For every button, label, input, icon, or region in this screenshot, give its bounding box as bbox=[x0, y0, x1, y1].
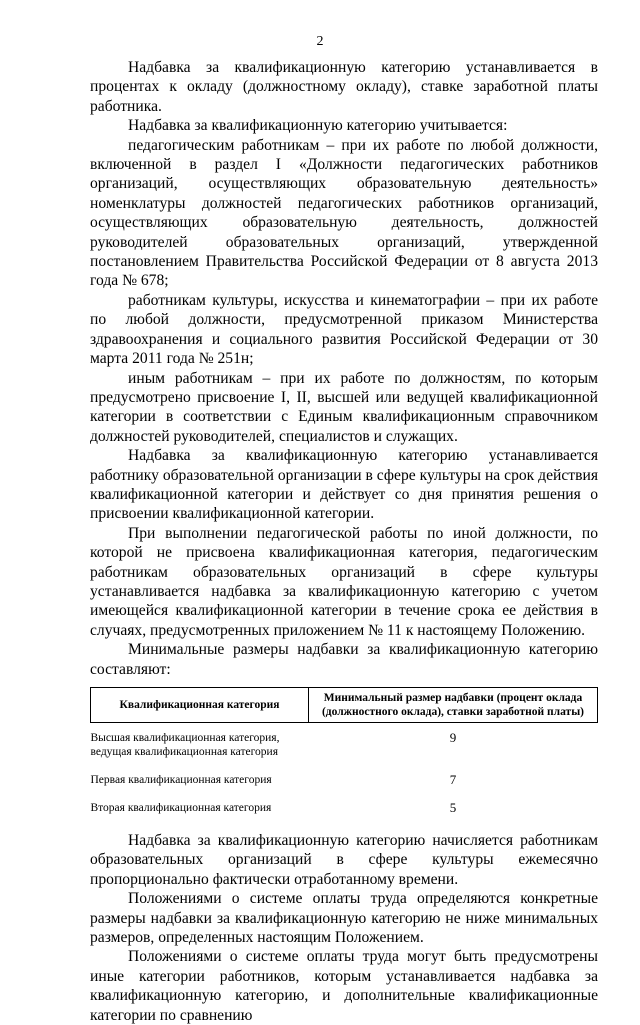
table-cell-value: 9 bbox=[449, 730, 457, 745]
paragraph: Надбавка за квалификационную категорию устанавливается в процентах к окладу (должностному окладу), ставке заработной платы работника. bbox=[90, 59, 598, 115]
paragraph: Положениями о системе оплаты труда определяются конкретные размеры надбавки за квалификационную категорию не ниже минимальных размеров, определенных настоящим Положением. bbox=[90, 890, 598, 947]
paragraph: Надбавка за квалификационную категорию учитывается: bbox=[128, 117, 508, 135]
paragraph: педагогическим работникам – при их работе по любой должности, включенной в раздел I «Должности педагогических работников организаций, осуществляющих образовательную деятельность» номенклатуры должностей педагогических работников организаций, осуществляющих образовательную деятельность, должностей руководителей образовательных организаций, утвержденной постановлением Правительства Российской Федерации от 8 августа 2013 года № 678; bbox=[90, 136, 598, 290]
paragraph: Надбавка за квалификационную категорию начисляется работникам образовательных организаций в сфере культуры ежемесячно пропорционально фактически отработанному времени. bbox=[90, 832, 598, 888]
paragraph: работникам культуры, искусства и кинематографии – при их работе по любой должности, предусмотренной приказом Министерства здравоохранения и социального развития Российской Федерации от 30 марта 2011 года № 251н; bbox=[90, 291, 598, 368]
page-number: 2 bbox=[316, 34, 324, 49]
paragraph: При выполнении педагогической работы по иной должности, по которой не присвоена квалификационная категория, педагогическим работникам образовательных организаций в сфере культуры устанавливается надбавка за квалификационную категорию с учетом имеющейся квалификационной категории в течение срока ее действия в случаях, предусмотренных приложением № 11 к настоящему Положению. bbox=[90, 524, 598, 639]
category-table bbox=[90, 687, 598, 821]
table-row bbox=[91, 793, 598, 821]
table-row bbox=[91, 723, 598, 766]
table-cell-category: Вторая квалификационная категория bbox=[90, 802, 272, 814]
paragraph: иным работникам – при их работе по должностям, по которым предусмотрено присвоение I, II, высшей или ведущей квалификационной категории в соответствии с Единым квалификационным справочником должностей руководителей, специалистов и служащих. bbox=[90, 369, 598, 445]
table-cell-value: 5 bbox=[449, 800, 457, 815]
paragraph: Надбавка за квалификационную категорию устанавливается работнику образовательной организации в сфере культуры на срок действия квалификационной категории и действует со дня принятия решения о присвоении квалификационной категории. bbox=[90, 447, 598, 523]
document-body bbox=[90, 58, 598, 1025]
table-intro: Минимальные размеры надбавки за квалификационную категорию составляют: bbox=[90, 641, 598, 678]
table-cell-value: 7 bbox=[449, 772, 457, 787]
table-header-category: Квалификационная категория bbox=[91, 688, 309, 723]
table-row bbox=[91, 765, 598, 793]
table-header-min-size: Минимальный размер надбавки (процент оклада (должностного оклада), ставки заработной платы) bbox=[309, 688, 598, 723]
table-cell-category: Первая квалификационная категория bbox=[90, 774, 272, 786]
paragraph: Положениями о системе оплаты труда могут быть предусмотрены иные категории работников, которым устанавливается надбавка за квалификационную категорию, и дополнительные квалификационные категории по сравнению bbox=[90, 948, 598, 1024]
table-cell-category: Высшая квалификационная категория, ведущая квалификационная категория bbox=[90, 732, 280, 758]
table-header-row bbox=[91, 688, 598, 723]
